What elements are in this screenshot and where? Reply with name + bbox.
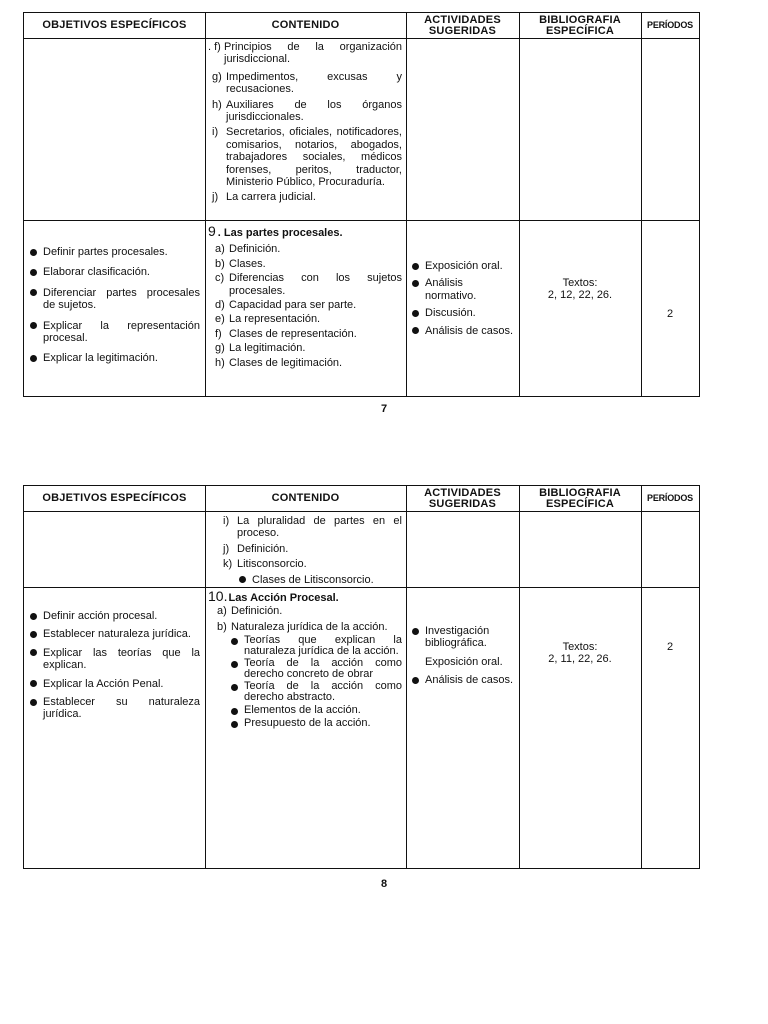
content-subitem: Teorías que explican la naturaleza jurídica de la acción. — [231, 635, 402, 657]
activity-item: Exposición oral. — [425, 655, 503, 668]
objective-item: Explicar la legitimación. — [30, 352, 200, 364]
objetivos-list — [30, 246, 200, 365]
periodos-cell: 2 — [666, 641, 674, 653]
objective-item: Definir acción procesal. — [30, 610, 200, 622]
header-objetivos: OBJETIVOS ESPECÍFICOS — [42, 492, 187, 504]
content-item: a) Definición. — [217, 605, 283, 618]
content-item: h) Auxiliares de los órganos jurisdiccionales. — [212, 98, 402, 124]
activity-item: Análisis normativo. — [412, 277, 514, 302]
biblio-label: Textos: — [562, 277, 598, 289]
objective-item: Diferenciar partes procesales de sujetos. — [30, 287, 200, 312]
bibliografia-cell — [519, 277, 641, 302]
page-number: 8 — [380, 878, 388, 890]
activity-item: Análisis de casos. — [412, 674, 514, 686]
bullet-icon — [30, 269, 37, 276]
contenido-section-10 — [208, 590, 402, 729]
bullet-icon — [30, 699, 37, 706]
header-bibliografia: BIBLIOGRAFIA ESPECÍFICA — [539, 13, 621, 37]
content-item: b) Clases. — [215, 257, 266, 270]
header-contenido: CONTENIDO — [271, 19, 340, 31]
content-item: j) Definición. — [223, 542, 289, 555]
header-actividades: ACTIVIDADES SUGERIDAS — [424, 13, 501, 37]
content-item: . f) Principios de la organización jurisdiccional. — [208, 41, 402, 66]
activity-item: Discusión. — [412, 307, 514, 319]
bullet-icon — [30, 355, 37, 362]
header-actividades: ACTIVIDADES SUGERIDAS — [424, 486, 501, 510]
bullet-icon — [239, 576, 246, 583]
bullet-icon — [412, 310, 419, 317]
content-subitem: Presupuesto de la acción. — [231, 718, 402, 729]
bullet-icon — [412, 327, 419, 334]
content-item: k) Litisconsorcio. — [223, 558, 307, 571]
content-item: a) Definición. — [215, 243, 281, 256]
content-item: b) Naturaleza jurídica de la acción. — [217, 620, 388, 633]
bullet-icon — [412, 263, 419, 270]
bullet-icon — [412, 628, 419, 635]
content-subitem: Elementos de la acción. — [231, 705, 402, 716]
header-objetivos: OBJETIVOS ESPECÍFICOS — [42, 19, 187, 31]
section-number: 10. — [208, 588, 228, 604]
syllabus-table-page-7 — [23, 12, 700, 397]
contenido-continued — [223, 515, 402, 586]
content-item: j) La carrera judicial. — [212, 191, 316, 204]
content-item: f) Clases de representación. — [215, 327, 357, 340]
periodos-cell: 2 — [666, 308, 674, 320]
content-item: c) Diferencias con los sujetos procesales. — [215, 272, 402, 297]
bullet-icon — [30, 649, 37, 656]
content-item: e) La representación. — [215, 313, 321, 326]
content-item: g) La legitimación. — [215, 342, 306, 355]
objective-item: Explicar la Acción Penal. — [30, 678, 200, 690]
objective-item: Definir partes procesales. — [30, 246, 200, 258]
header-periodos: PERÍODOS — [647, 493, 693, 503]
biblio-refs: 2, 11, 22, 26. — [548, 653, 612, 666]
bullet-icon — [231, 721, 238, 728]
bibliografia-cell — [519, 641, 641, 666]
content-item: d) Capacidad para ser parte. — [215, 299, 357, 312]
section-number: 9 — [208, 223, 216, 239]
header-periodos: PERÍODOS — [647, 20, 693, 30]
objetivos-list — [30, 610, 200, 721]
syllabus-table-page-8 — [23, 485, 700, 869]
activity-item: Investigación bibliográfica. — [412, 625, 514, 650]
actividades-list — [412, 260, 514, 337]
content-item: g) Impedimentos, excusas y recusaciones. — [212, 70, 402, 96]
content-item: h) Clases de legitimación. — [215, 356, 343, 369]
bullet-icon — [30, 289, 37, 296]
biblio-label: Textos: — [562, 641, 598, 653]
objective-item: Establecer naturaleza jurídica. — [30, 628, 200, 640]
content-subitem: Teoría de la acción como derecho concreto de obrar — [231, 658, 402, 680]
objective-item: Establecer su naturaleza jurídica. — [30, 696, 200, 721]
activity-item: Exposición oral. — [412, 260, 514, 272]
section-title: Las Acción Procesal. — [228, 592, 339, 604]
objective-item: Explicar las teorías que la explican. — [30, 647, 200, 672]
section-title: . Las partes procesales. — [217, 227, 343, 239]
contenido-continued — [208, 41, 402, 204]
bullet-icon — [30, 322, 37, 329]
content-item: i) Secretarios, oficiales, notificadores, comisarios, notarios, abogados, trabajadores sociales, médicos forenses, peritos, traductor, Ministerio Público, Procuraduría. — [212, 126, 402, 189]
contenido-section-9 — [208, 225, 402, 369]
bullet-icon — [30, 680, 37, 687]
bullet-icon — [231, 708, 238, 715]
section-heading — [208, 225, 402, 239]
page-number: 7 — [380, 403, 388, 415]
content-item: i) La pluralidad de partes en el proceso. — [223, 515, 402, 540]
biblio-refs: 2, 12, 22, 26. — [547, 289, 613, 302]
bullet-icon — [30, 613, 37, 620]
activity-item: Análisis de casos. — [412, 325, 514, 337]
content-subitem: Teoría de la acción como derecho abstracto. — [231, 681, 402, 703]
header-bibliografia: BIBLIOGRAFIA ESPECÍFICA — [539, 486, 621, 510]
bullet-icon — [412, 677, 419, 684]
bullet-icon — [30, 631, 37, 638]
actividades-list — [412, 625, 514, 687]
bullet-icon — [30, 249, 37, 256]
content-subitem: Clases de Litisconsorcio. — [239, 574, 402, 586]
section-heading — [208, 590, 402, 604]
header-contenido: CONTENIDO — [271, 492, 340, 504]
bullet-icon — [231, 684, 238, 691]
objective-item: Elaborar clasificación. — [30, 266, 200, 278]
objective-item: Explicar la representación procesal. — [30, 320, 200, 345]
bullet-icon — [231, 661, 238, 668]
bullet-icon — [231, 638, 238, 645]
bullet-icon — [412, 280, 419, 287]
